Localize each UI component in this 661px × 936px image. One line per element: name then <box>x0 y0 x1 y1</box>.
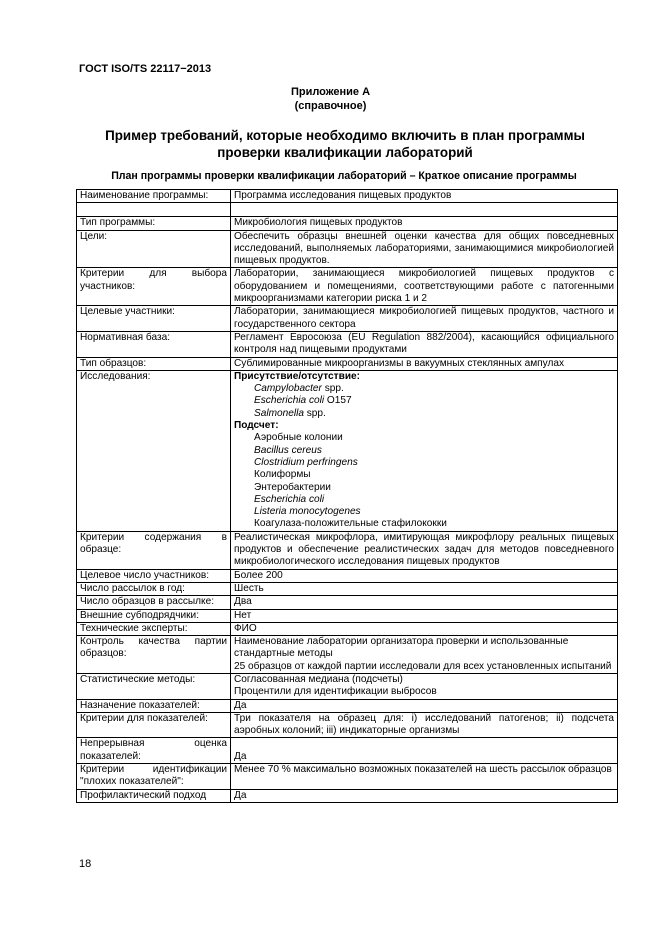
row-key: Исследования: <box>77 370 231 531</box>
table-row-research <box>77 370 618 531</box>
row-value: Нет <box>231 609 618 622</box>
table-row <box>77 569 618 582</box>
row-key: Внешние субподрядчики: <box>77 609 231 622</box>
row-key: Тип программы: <box>77 217 231 230</box>
row-key: Нормативная база: <box>77 331 231 357</box>
row-key: Наименование программы: <box>77 190 231 203</box>
row-value: Микробиология пищевых продуктов <box>231 217 618 230</box>
row-value: Программа исследования пищевых продуктов <box>231 190 618 203</box>
table-row <box>77 582 618 595</box>
row-key: Непрерывная оценка показателей: <box>77 738 231 764</box>
table-row <box>77 268 618 306</box>
list-item: Clostridium perfringens <box>254 456 358 468</box>
page-title <box>70 127 620 161</box>
row-key: Контроль качества партии образцов: <box>77 636 231 674</box>
row-key: Число образцов в рассылке: <box>77 596 231 609</box>
table-row <box>77 596 618 609</box>
row-value: Реалистическая микрофлора, имитирующая микрофлору реальных пищевых продуктов и обеспечение реалистических задач для методов повседневного микробиологического исследования пищевых продуктов <box>231 531 618 569</box>
row-key: Цели: <box>77 230 231 268</box>
list-item: Коагулаза-положительные стафилококки <box>254 518 447 530</box>
value-line: Наименование лаборатории организатора проверки и использованные стандартные методы <box>234 636 569 660</box>
value-line: Процентили для идентификации выбросов <box>234 686 437 698</box>
program-table <box>76 189 618 803</box>
table-caption: План программы проверки квалификации лабораторий – Краткое описание программы <box>111 170 577 182</box>
presence-heading: Присутствие/отсутствие: <box>234 370 360 382</box>
table-row <box>77 738 618 764</box>
row-value: Сублимированные микроорганизмы в вакуумных стеклянных ампулах <box>231 357 618 370</box>
document-code: ГОСТ ISO/TS 22117−2013 <box>79 63 212 75</box>
page-title-line-2: проверки квалификации лабораторий <box>217 145 473 160</box>
row-key: Назначение показателей: <box>77 699 231 712</box>
row-key: Критерии содержания в образце: <box>77 531 231 569</box>
appendix-type: (справочное) <box>294 100 367 112</box>
page-title-line-1: Пример требований, которые необходимо включить в план программы <box>105 128 585 143</box>
table-row <box>77 331 618 357</box>
row-value <box>231 203 618 217</box>
appendix-title: Приложение А <box>290 86 371 98</box>
list-item: Campylobacter spp. <box>254 383 344 395</box>
row-value: Да <box>231 738 618 764</box>
list-item: Escherichia coli O157 <box>254 395 352 407</box>
value-line: 25 образцов от каждой партии исследовали для всех установленных испытаний <box>234 660 612 672</box>
row-key: Профилактический подход <box>77 789 231 802</box>
table-row <box>77 609 618 622</box>
row-key: Статистические методы: <box>77 673 231 699</box>
row-value: Да <box>231 699 618 712</box>
row-value: Лаборатории, занимающиеся микробиологией пищевых продуктов с оборудованием и помещениями, соответствующими работе с патогенными микроорганизмами категории риска 1 и 2 <box>231 268 618 306</box>
row-value: Шесть <box>231 582 618 595</box>
research-list <box>231 370 618 531</box>
table-row <box>77 357 618 370</box>
table-row <box>77 764 618 790</box>
row-key: Критерии для показателей: <box>77 712 231 738</box>
page-number: 18 <box>79 858 92 870</box>
row-value: Три показателя на образец для: i) исследований патогенов; ii) подсчета аэробных колоний; iii) индикаторные организмы <box>231 712 618 738</box>
row-value <box>231 673 618 699</box>
row-value: Менее 70 % максимально возможных показателей на шесть рассылок образцов <box>231 764 618 790</box>
list-item: Escherichia coli <box>254 493 325 505</box>
table-row <box>77 217 618 230</box>
list-item: Колиформы <box>254 469 311 481</box>
table-row <box>77 190 618 203</box>
row-value: Два <box>231 596 618 609</box>
list-item: Аэробные колонии <box>254 432 343 444</box>
row-key: Технические эксперты: <box>77 622 231 635</box>
list-item: Listeria monocytogenes <box>254 506 361 518</box>
row-value: Более 200 <box>231 569 618 582</box>
table-row <box>77 699 618 712</box>
table-row <box>77 531 618 569</box>
row-value: Обеспечить образцы внешней оценки качества для общих повседневных исследований, выполняемых лабораториями, занимающимися микробиологией пищевых продуктов. <box>231 230 618 268</box>
list-item: Bacillus cereus <box>254 444 322 456</box>
row-value <box>231 636 618 674</box>
table-row <box>77 789 618 802</box>
list-item: Энтеробактерии <box>254 481 331 493</box>
table-row <box>77 712 618 738</box>
list-item: Salmonella spp. <box>254 407 326 419</box>
table-row <box>77 636 618 674</box>
row-value: ФИО <box>231 622 618 635</box>
table-row <box>77 673 618 699</box>
table-row <box>77 230 618 268</box>
count-heading: Подсчет: <box>234 420 279 432</box>
row-value: Лаборатории, занимающиеся микробиологией пищевых продуктов, частного и государственного сектора <box>231 306 618 332</box>
row-key: Критерии идентификации "плохих показателей": <box>77 764 231 790</box>
table-row <box>77 622 618 635</box>
row-key: Тип образцов: <box>77 357 231 370</box>
value-line: Согласованная медиана (подсчеты) <box>234 673 403 685</box>
row-key: Число рассылок в год: <box>77 582 231 595</box>
row-key: Критерии для выбора участников: <box>77 268 231 306</box>
table-row <box>77 306 618 332</box>
row-key: Целевые участники: <box>77 306 231 332</box>
row-value: Да <box>231 789 618 802</box>
table-row <box>77 203 618 217</box>
row-value: Регламент Евросоюза (EU Regulation 882/2004), касающийся официального контроля над пищевыми продуктами <box>231 331 618 357</box>
row-key <box>77 203 231 217</box>
row-key: Целевое число участников: <box>77 569 231 582</box>
